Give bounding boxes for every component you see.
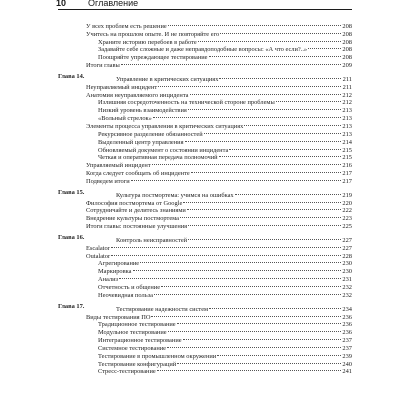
toc-section-row[interactable] xyxy=(58,197,352,205)
toc-subsection-row[interactable] xyxy=(58,144,352,152)
toc-page-number: 208 xyxy=(342,38,352,46)
toc-entry-title: Традиционное тестирование xyxy=(98,321,176,329)
toc-page-number: 209 xyxy=(342,62,352,70)
toc-entry-title: Анализ xyxy=(98,276,119,284)
toc-page-number: 236 xyxy=(342,321,352,329)
toc-subsection-row[interactable] xyxy=(58,358,352,366)
toc-section-row[interactable] xyxy=(58,120,352,128)
toc-section-row[interactable] xyxy=(58,212,352,223)
dot-leader xyxy=(217,350,341,358)
toc-page-number: 240 xyxy=(342,360,352,368)
toc-page-number: 213 xyxy=(342,115,352,123)
toc-page-number: 241 xyxy=(342,368,352,376)
toc-page-number: 222 xyxy=(342,207,352,215)
toc-section-row[interactable] xyxy=(58,250,352,258)
toc-section-row[interactable] xyxy=(58,89,352,97)
running-title: Оглавление xyxy=(88,0,139,8)
toc-subsection-row[interactable] xyxy=(58,44,352,52)
dot-leader xyxy=(167,342,341,350)
toc-page-number: 208 xyxy=(342,46,352,54)
toc-entry-title: Неочевидная польза xyxy=(98,291,154,299)
toc-entry-title: Внедрение культуры постмортема xyxy=(86,215,179,223)
toc-entry-title: «Вольный стрелок» xyxy=(98,115,152,123)
chapter-number: Глава 15. xyxy=(58,188,85,196)
running-header xyxy=(0,0,420,10)
toc-page-number: 208 xyxy=(342,30,352,38)
dot-leader xyxy=(276,97,341,105)
toc-page-number: 217 xyxy=(342,177,352,185)
toc-page-number: 231 xyxy=(342,276,352,284)
header-rule xyxy=(58,9,352,10)
page-number: 10 xyxy=(56,0,67,8)
toc-page-number: 230 xyxy=(342,268,352,276)
dot-leader xyxy=(183,197,341,205)
dot-leader xyxy=(219,152,341,160)
dot-leader xyxy=(140,258,341,266)
toc-entry-title: Учитесь на прошлом опыте. И не повторяйте его xyxy=(86,30,220,38)
toc-entry-title: Рекурсивное разделение обязанностей xyxy=(98,130,203,138)
toc-page-number: 234 xyxy=(342,305,352,313)
toc-page-number: 211 xyxy=(342,75,352,83)
toc-entry-title: Тестирование в промышленном окружении xyxy=(98,352,217,360)
toc-page-number: 212 xyxy=(342,91,352,99)
dot-leader xyxy=(198,36,341,44)
dot-leader xyxy=(188,220,341,228)
toc-page-number: 216 xyxy=(342,162,352,170)
toc-entry-title: Агрегирование xyxy=(98,260,140,268)
table-of-contents xyxy=(58,20,352,376)
toc-entry-title: Поощряйте упреждающее тестирование xyxy=(98,54,208,62)
toc-entry-title: Философия постмортема от Google xyxy=(86,199,183,207)
dot-leader xyxy=(177,358,341,366)
toc-page-number: 220 xyxy=(342,199,352,207)
toc-section-row[interactable] xyxy=(58,28,352,36)
toc-entry-title: Обновляемый документ о состоянии инцидента xyxy=(98,146,229,154)
dot-leader xyxy=(244,120,341,128)
dot-leader xyxy=(119,273,341,281)
toc-subsection-row[interactable] xyxy=(58,258,352,266)
toc-page-number: 227 xyxy=(342,236,352,244)
toc-section-row[interactable] xyxy=(58,59,352,70)
dot-leader xyxy=(209,51,342,59)
toc-entry-title: Неуправляемый инцидент xyxy=(86,83,158,91)
dot-leader xyxy=(229,144,341,152)
toc-subsection-row[interactable] xyxy=(58,366,352,374)
toc-page-number: 219 xyxy=(342,191,352,199)
toc-page-number: 225 xyxy=(342,223,352,231)
toc-entry-title: Отчетность и общение xyxy=(98,284,161,291)
dot-leader xyxy=(157,366,341,374)
toc-entry-title: Системное тестирование xyxy=(98,344,166,352)
toc-page-number: 230 xyxy=(342,260,352,268)
toc-page-number: 215 xyxy=(342,146,352,154)
toc-entry-title: Когда следует сообщать об инциденте xyxy=(86,170,190,178)
dot-leader xyxy=(185,136,341,144)
dot-leader xyxy=(191,167,341,175)
toc-page-number: 214 xyxy=(342,138,352,146)
toc-entry-title: Виды тестирования ПО xyxy=(86,313,151,321)
dot-leader xyxy=(154,289,341,297)
toc-entry-title: Тестирование надежности систем xyxy=(116,305,209,313)
toc-page-number: 211 xyxy=(342,83,352,91)
dot-leader xyxy=(183,334,341,342)
toc-page-number: 217 xyxy=(342,170,352,178)
toc-entry-title: Outalator xyxy=(86,252,111,260)
toc-entry-title: Четкая и оперативная передача полномочий xyxy=(98,154,218,162)
dot-leader xyxy=(153,112,341,120)
toc-subsection-row[interactable] xyxy=(58,334,352,345)
toc-entry-title: Культура постмортема: учимся на ошибках xyxy=(116,191,234,199)
toc-entry-title: Управляемый инцидент xyxy=(86,162,151,170)
toc-entry-title: Выделенный центр управления xyxy=(98,138,184,146)
toc-page-number: 237 xyxy=(342,344,352,352)
toc-chapter-row[interactable] xyxy=(58,189,352,197)
toc-chapter-row[interactable] xyxy=(58,303,352,311)
dot-leader xyxy=(111,242,341,250)
toc-entry-title: Итоги главы xyxy=(86,62,120,70)
dot-leader xyxy=(111,250,341,258)
toc-section-row[interactable] xyxy=(58,242,352,250)
toc-page-number: 236 xyxy=(342,329,352,337)
dot-leader xyxy=(161,281,341,289)
toc-subsection-row[interactable] xyxy=(58,326,352,337)
toc-subsection-row[interactable] xyxy=(58,281,352,289)
toc-subsection-row[interactable] xyxy=(58,97,352,105)
dot-leader xyxy=(168,326,341,334)
toc-section-row[interactable] xyxy=(58,20,352,28)
dot-leader xyxy=(308,44,341,52)
dot-leader xyxy=(121,59,341,67)
toc-subsection-row[interactable] xyxy=(58,350,352,358)
dot-leader xyxy=(188,104,341,112)
toc-page-number: 237 xyxy=(342,337,352,345)
chapter-number: Глава 16. xyxy=(58,234,85,242)
toc-page-number: 232 xyxy=(342,291,352,299)
toc-entry-title: Модульное тестирование xyxy=(98,329,167,337)
toc-entry-title: Управление в критических ситуациях xyxy=(116,75,219,83)
toc-entry-title: Излишняя сосредоточенность на технической стороне проблемы xyxy=(98,99,275,107)
toc-section-row[interactable] xyxy=(58,175,352,183)
toc-entry-title: Анатомия неуправляемого инцидента xyxy=(86,91,189,99)
dot-leader xyxy=(190,89,341,97)
toc-page-number: 232 xyxy=(342,284,352,291)
dot-leader xyxy=(133,265,342,273)
dot-leader xyxy=(188,234,341,242)
dot-leader xyxy=(177,319,341,327)
toc-chapter-row[interactable] xyxy=(58,73,352,81)
toc-section-row[interactable] xyxy=(58,220,352,231)
dot-leader xyxy=(219,73,341,81)
toc-page-number: 213 xyxy=(342,130,352,138)
toc-entry-title: Итоги главы: постоянные улучшения xyxy=(86,223,188,231)
toc-page-number: 213 xyxy=(342,107,352,115)
toc-page-number: 215 xyxy=(342,154,352,162)
toc-entry-title: Низкий уровень взаимодействия xyxy=(98,107,187,115)
toc-entry-title: Подведем итоги xyxy=(86,177,130,185)
toc-subsection-row[interactable] xyxy=(58,104,352,115)
toc-chapter-row[interactable] xyxy=(58,234,352,242)
toc-section-row[interactable] xyxy=(58,81,352,89)
chapter-number: Глава 14. xyxy=(58,73,85,81)
toc-subsection-row[interactable] xyxy=(58,152,352,160)
toc-page-number: 212 xyxy=(342,99,352,107)
toc-subsection-row[interactable] xyxy=(58,289,352,297)
toc-entry-title: Escalator xyxy=(86,244,110,252)
toc-subsection-row[interactable] xyxy=(58,136,352,144)
chapter-number: Глава 17. xyxy=(58,302,85,310)
toc-entry-title: Сотрудничайте и делитесь знаниями xyxy=(86,207,186,215)
dot-leader xyxy=(152,159,341,167)
dot-leader xyxy=(235,189,341,197)
toc-section-row[interactable] xyxy=(58,311,352,319)
toc-section-row[interactable] xyxy=(58,205,352,213)
dot-leader xyxy=(151,311,341,319)
toc-entry-title: Элементы процесса управления в критических ситуациях xyxy=(86,122,244,130)
dot-leader xyxy=(187,205,341,213)
dot-leader xyxy=(180,212,341,220)
toc-page-number: 208 xyxy=(342,54,352,62)
toc-subsection-row[interactable] xyxy=(58,273,352,284)
toc-entry-title: Интеграционное тестирование xyxy=(98,337,182,345)
toc-page-number: 239 xyxy=(342,352,352,360)
dot-leader xyxy=(131,175,341,183)
toc-section-row[interactable] xyxy=(58,167,352,178)
toc-entry-title: Контроль неисправностей xyxy=(116,236,188,244)
toc-page-number: 236 xyxy=(342,313,352,321)
toc-subsection-row[interactable] xyxy=(58,128,352,136)
toc-entry-title: У всех проблем есть решение xyxy=(86,22,167,30)
dot-leader xyxy=(168,20,341,28)
toc-page-number: 213 xyxy=(342,122,352,130)
toc-subsection-row[interactable] xyxy=(58,319,352,327)
toc-subsection-row[interactable] xyxy=(58,265,352,276)
toc-section-row[interactable] xyxy=(58,159,352,170)
toc-page-number: 228 xyxy=(342,252,352,260)
toc-entry-title: Храните историю перебоев в работе xyxy=(98,38,197,46)
toc-entry-title: Стресс-тестирование xyxy=(98,368,156,376)
toc-subsection-row[interactable] xyxy=(58,51,352,62)
toc-page-number: 223 xyxy=(342,215,352,223)
toc-subsection-row[interactable] xyxy=(58,36,352,44)
toc-subsection-row[interactable] xyxy=(58,112,352,123)
toc-entry-title: Тестирование конфигураций xyxy=(98,360,177,368)
toc-entry-title: Маркировка xyxy=(98,268,132,276)
dot-leader xyxy=(209,303,341,311)
toc-page-number: 227 xyxy=(342,244,352,252)
dot-leader xyxy=(220,28,341,36)
toc-page-number: 208 xyxy=(342,22,352,30)
dot-leader xyxy=(204,128,341,136)
toc-entry-title: Задавайте себе сложные и даже неправдоподобные вопросы: «А что если?..» xyxy=(98,46,308,54)
dot-leader xyxy=(158,81,341,89)
toc-subsection-row[interactable] xyxy=(58,342,352,350)
